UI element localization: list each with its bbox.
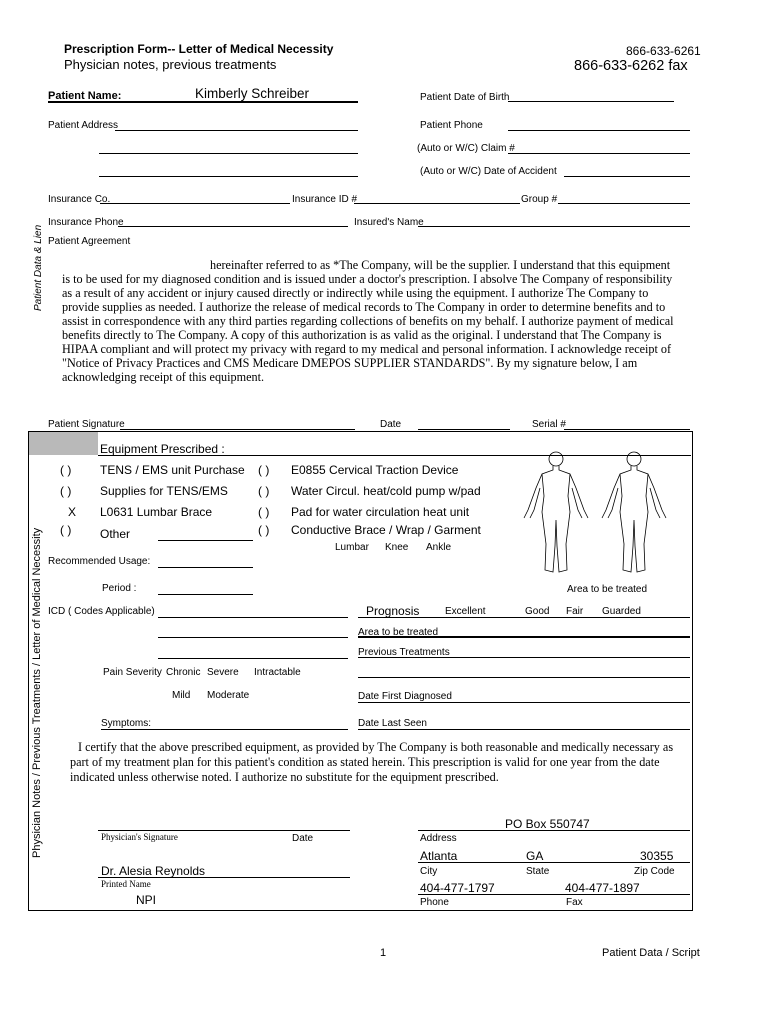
city-line (418, 862, 690, 863)
equipment-heading: Equipment Prescribed : (100, 442, 225, 456)
icd-field-1[interactable] (158, 617, 348, 618)
fax-label: Fax (566, 897, 583, 908)
pain-intractable[interactable]: Intractable (254, 667, 301, 678)
period-field[interactable] (158, 594, 253, 595)
back-body-figure (602, 452, 666, 572)
icd-label: ICD ( Codes Applicable) (48, 606, 155, 617)
prognosis-excellent[interactable]: Excellent (445, 606, 486, 617)
address-label: Address (420, 833, 457, 844)
equip-other: Other (100, 527, 131, 541)
equip-tens-purchase: TENS / EMS unit Purchase (100, 463, 245, 477)
serial-field[interactable] (564, 429, 690, 430)
pain-severity-label: Pain Severity (103, 667, 162, 678)
physician-name-line (98, 877, 350, 878)
equip-tens-supplies: Supplies for TENS/EMS (100, 484, 228, 498)
equip-left-mark-1[interactable]: ( ) (60, 463, 72, 477)
patient-dob-label: Patient Date of Birth (420, 92, 510, 103)
patient-address-field-3[interactable] (99, 176, 358, 177)
phone-label: Phone (420, 897, 449, 908)
equip-other-field[interactable] (158, 540, 253, 541)
insurance-id-label: Insurance ID # (292, 194, 358, 205)
patient-data-side-label: Patient Data & Lien (33, 224, 44, 311)
form-title: Prescription Form-- Letter of Medical Necessity (64, 42, 334, 56)
form-subtitle: Physician notes, previous treatments (64, 57, 277, 72)
equip-cervical-traction: E0855 Cervical Traction Device (291, 463, 459, 477)
address-value[interactable]: PO Box 550747 (505, 817, 590, 831)
agreement-text: hereinafter referred to as *The Company, will be the supplier. I understand that this equipment is to be used for my diagnosed condition and is issued under a doctor's prescription. I absolve The Company of responsibility as a result of any accident or injury caused directly or indirectly while using the equipment. I authorize The Company to provide supplies as needed. I authorize the release of medical records to The Company in order to determine benefits and to assist in correspondence with any third parties regarding collections of benefits on my behalf. I authorize payment of medical benefits directly to The Company. A copy of this authorization is as valid as the original. I understand that The Company is HIPAA compliant and will protect my privacy with regard to my medical and personal information. I acknowledge receipt of "Notice of Privacy Practices and CMS Medicare DMEPOS SUPPLIER STANDARDS". By my signature below, I am acknowledging receipt of this equipment. (62, 258, 674, 384)
previous-treatments-label: Previous Treatments (358, 647, 450, 658)
patient-name-label: Patient Name: (48, 90, 122, 102)
previous-treatments-field-1[interactable] (358, 657, 690, 658)
equip-left-mark-2[interactable]: ( ) (60, 484, 72, 498)
city-value[interactable]: Atlanta (420, 849, 458, 863)
patient-dob-field[interactable] (508, 101, 674, 102)
recommended-usage-field[interactable] (158, 567, 253, 568)
period-label: Period : (102, 583, 137, 594)
symptoms-field[interactable] (101, 729, 348, 730)
date-last-seen-label: Date Last Seen (358, 718, 427, 729)
insured-name-field[interactable] (418, 226, 690, 227)
equipment-heading-underline (100, 455, 225, 456)
insurance-phone-label: Insurance Phone (48, 217, 124, 228)
patient-phone-label: Patient Phone (420, 120, 483, 131)
prognosis-fair[interactable]: Fair (566, 606, 584, 617)
patient-date-field[interactable] (418, 429, 510, 430)
pain-chronic[interactable]: Chronic (166, 667, 201, 678)
area-to-be-treated-label: Area to be treated (358, 627, 439, 638)
equip-right-mark-2[interactable]: ( ) (258, 484, 270, 498)
phone-value[interactable]: 404-477-1797 (420, 881, 495, 895)
state-value[interactable]: GA (526, 849, 544, 863)
brace-ankle: Ankle (426, 542, 452, 553)
company-fax: 866-633-6262 fax (574, 58, 688, 74)
patient-address-label: Patient Address (48, 120, 119, 131)
patient-address-field-1[interactable] (115, 130, 358, 131)
insurance-phone-field[interactable] (118, 226, 348, 227)
shaded-header-cell (29, 432, 98, 455)
company-phone: 866-633-6261 (626, 44, 701, 58)
address-line (418, 830, 690, 831)
equip-right-mark-4[interactable]: ( ) (258, 523, 270, 537)
accident-date-label: (Auto or W/C) Date of Accident (420, 166, 557, 177)
printed-name-label: Printed Name (101, 879, 151, 889)
physician-notes-side-label: Physician Notes / Previous Treatments / Letter of Medical Necessity (31, 527, 43, 858)
date-first-diagnosed-field[interactable] (358, 702, 690, 703)
prognosis-label: Prognosis (366, 604, 420, 618)
patient-signature-label: Patient Signature (48, 419, 125, 430)
patient-name-value[interactable]: Kimberly Schreiber (195, 86, 310, 101)
serial-label: Serial # (532, 419, 566, 430)
symptoms-label: Symptoms: (101, 718, 152, 729)
physician-signature-line[interactable] (98, 830, 350, 831)
patient-signature-field[interactable] (120, 429, 355, 430)
agreement-label: Patient Agreement (48, 236, 131, 247)
recommended-usage-label: Recommended Usage: (48, 556, 151, 567)
pain-moderate[interactable]: Moderate (207, 690, 250, 701)
icd-field-2[interactable] (158, 637, 348, 638)
certification-text: I certify that the above prescribed equipment, as provided by The Company is both reasonable and medically necessary as part of my treatment plan for this patient's condition as stated herein. This prescription is valid for one year from the date indicated unless otherwise noted. I authorize no substitute for the equipment prescribed. (70, 740, 674, 784)
physician-name[interactable]: Dr. Alesia Reynolds (101, 864, 206, 878)
insured-name-label: Insured's Name (354, 217, 424, 228)
city-label: City (420, 866, 438, 877)
patient-name-line (48, 101, 358, 103)
physician-date-label: Date (292, 833, 314, 844)
equip-heat-pad: Pad for water circulation heat unit (291, 505, 470, 519)
fax-value[interactable]: 404-477-1897 (565, 881, 640, 895)
date-first-diagnosed-label: Date First Diagnosed (358, 691, 452, 702)
equip-lumbar-brace: L0631 Lumbar Brace (100, 505, 213, 519)
brace-lumbar: Lumbar (335, 542, 369, 553)
patient-date-label: Date (380, 419, 402, 430)
phone-line (418, 894, 690, 895)
zip-label: Zip Code (634, 866, 675, 877)
claim-label: (Auto or W/C) Claim # (417, 143, 515, 154)
date-last-seen-field[interactable] (358, 729, 690, 730)
physician-signature-label: Physician's Signature (101, 832, 178, 842)
state-label: State (526, 866, 550, 877)
footer-doc-label: Patient Data / Script (602, 947, 700, 959)
prognosis-guarded[interactable]: Guarded (602, 606, 641, 617)
npi-label: NPI (136, 893, 157, 907)
body-diagram[interactable] (518, 448, 670, 578)
equip-right-mark-1[interactable]: ( ) (258, 463, 270, 477)
patient-address-field-2[interactable] (99, 153, 358, 154)
front-body-figure (524, 452, 588, 572)
insurance-co-label: Insurance Co. (48, 194, 111, 205)
equip-left-mark-3[interactable]: X (68, 505, 77, 519)
area-to-be-treated-field[interactable] (358, 636, 690, 638)
equip-left-mark-4[interactable]: ( ) (60, 523, 72, 537)
claim-field[interactable] (508, 153, 690, 154)
accident-date-field[interactable] (564, 176, 690, 177)
pain-severe[interactable]: Severe (207, 667, 239, 678)
icd-field-3[interactable] (158, 658, 348, 659)
insurance-co-field[interactable] (100, 203, 290, 204)
brace-knee: Knee (385, 542, 409, 553)
prognosis-good[interactable]: Good (525, 606, 550, 617)
pain-mild[interactable]: Mild (172, 690, 191, 701)
area-treated-caption: Area to be treated (567, 584, 648, 595)
equip-right-mark-3[interactable]: ( ) (258, 505, 270, 519)
equip-water-pump: Water Circul. heat/cold pump w/pad (291, 484, 481, 498)
group-label: Group # (521, 194, 558, 205)
patient-phone-field[interactable] (508, 130, 690, 131)
zip-value[interactable]: 30355 (640, 849, 674, 863)
prognosis-field[interactable] (358, 617, 690, 618)
previous-treatments-field-2[interactable] (358, 677, 690, 678)
equip-conductive-brace: Conductive Brace / Wrap / Garment (291, 523, 481, 537)
page-number: 1 (380, 947, 387, 959)
